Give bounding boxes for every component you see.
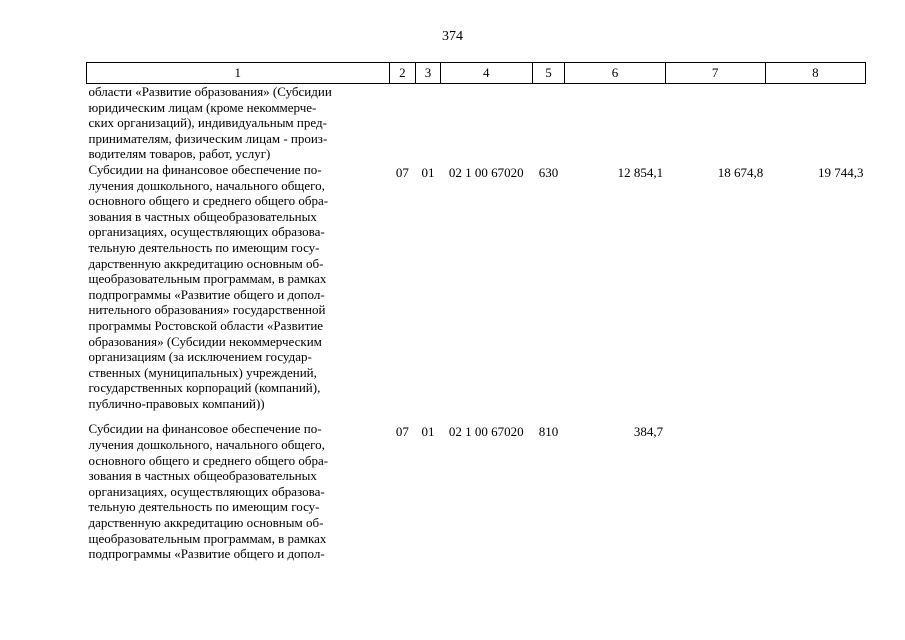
amount-col-6: 12 854,1 — [617, 164, 664, 180]
description-line: дарственную аккредитацию основным об- — [88, 515, 324, 531]
description-line: зования в частных общеобразовательных — [88, 208, 317, 224]
column-header-2: 2 — [389, 63, 416, 84]
page-number: 374 — [442, 29, 463, 44]
amount-col-8 — [765, 421, 865, 561]
description-line: зования в частных общеобразовательных — [88, 468, 317, 484]
description-line: программы Ростовской области «Развитие — [88, 317, 324, 333]
column-header-4: 4 — [440, 63, 532, 84]
subsection-code: 01 — [421, 424, 435, 440]
description-line: тельную деятельность по имеющим госу- — [88, 239, 320, 255]
description-line: Субсидии на финансовое обеспечение по- — [88, 161, 322, 177]
amount-col-7 — [665, 421, 765, 561]
subsection-code — [416, 84, 441, 162]
amount-col-7: 18 674,8 — [717, 164, 764, 180]
table-row — [87, 84, 866, 162]
budget-table — [86, 62, 866, 562]
description-line: лучения дошкольного, начального общего, — [88, 437, 325, 453]
description-line: ских организаций), индивидуальным пред- — [88, 115, 327, 131]
section-code: 07 — [395, 164, 409, 180]
amount-col-6 — [565, 84, 665, 162]
section-code: 07 — [395, 424, 409, 440]
column-header-6: 6 — [565, 63, 665, 84]
description-line: основного общего и среднего общего обра- — [88, 193, 329, 209]
description-line: ственных (муниципальных) учреждений, — [88, 364, 317, 380]
description-line: основного общего и среднего общего обра- — [88, 452, 329, 468]
description-line: организациям (за исключением государ- — [88, 349, 312, 365]
expense-type-code — [532, 84, 565, 162]
table-header — [87, 63, 866, 84]
description-line: водителям товаров, работ, услуг) — [88, 146, 271, 162]
description-line: Субсидии на финансовое обеспечение по- — [88, 421, 322, 437]
description-line: организациях, осуществляющих образова- — [88, 224, 325, 240]
target-article-code: 02 1 00 67020 — [448, 164, 524, 180]
description-line: подпрограммы «Развитие общего и допол- — [88, 546, 325, 562]
column-header-1: 1 — [87, 63, 390, 84]
amount-col-7 — [665, 84, 765, 162]
column-header-3: 3 — [416, 63, 441, 84]
description-line: дарственную аккредитацию основным об- — [88, 255, 324, 271]
target-article-code: 02 1 00 67020 — [448, 424, 524, 440]
column-header-8: 8 — [765, 63, 865, 84]
amount-col-8 — [765, 84, 865, 162]
amount-col-6: 384,7 — [633, 424, 664, 440]
row-description — [87, 84, 390, 162]
table-body — [87, 84, 866, 562]
column-header-7: 7 — [665, 63, 765, 84]
description-line: подпрограммы «Развитие общего и допол- — [88, 286, 325, 302]
subsection-code: 01 — [421, 164, 435, 180]
header-row — [87, 63, 866, 84]
description-line: щеобразовательным программам, в рамках — [88, 530, 327, 546]
column-header-5: 5 — [532, 63, 565, 84]
amount-col-8: 19 744,3 — [818, 164, 864, 180]
description-line: образования» (Субсидии некоммерческим — [88, 333, 322, 349]
description-line: щеобразовательным программам, в рамках — [88, 271, 327, 287]
table-row — [87, 421, 866, 561]
description-line: нительного образования» государственной — [88, 302, 326, 318]
expense-type-code: 810 — [538, 424, 559, 440]
description-line: области «Развитие образования» (Субсидии — [88, 84, 332, 99]
description-line: лучения дошкольного, начального общего, — [88, 177, 325, 193]
table-row — [87, 162, 866, 422]
expense-type-code: 630 — [538, 164, 559, 180]
description-line: тельную деятельность по имеющим госу- — [88, 499, 320, 515]
description-line: публично-правовых компаний)) — [88, 395, 265, 411]
description-line: государственных корпораций (компаний), — [88, 380, 321, 396]
description-line: принимателям, физическим лицам - произ- — [88, 130, 328, 146]
description-line: организациях, осуществляющих образова- — [88, 483, 325, 499]
row-description — [87, 162, 390, 422]
target-article-code — [440, 84, 532, 162]
row-description — [87, 421, 390, 561]
section-code — [389, 84, 416, 162]
description-line: юридическим лицам (кроме некоммерче- — [88, 99, 317, 115]
